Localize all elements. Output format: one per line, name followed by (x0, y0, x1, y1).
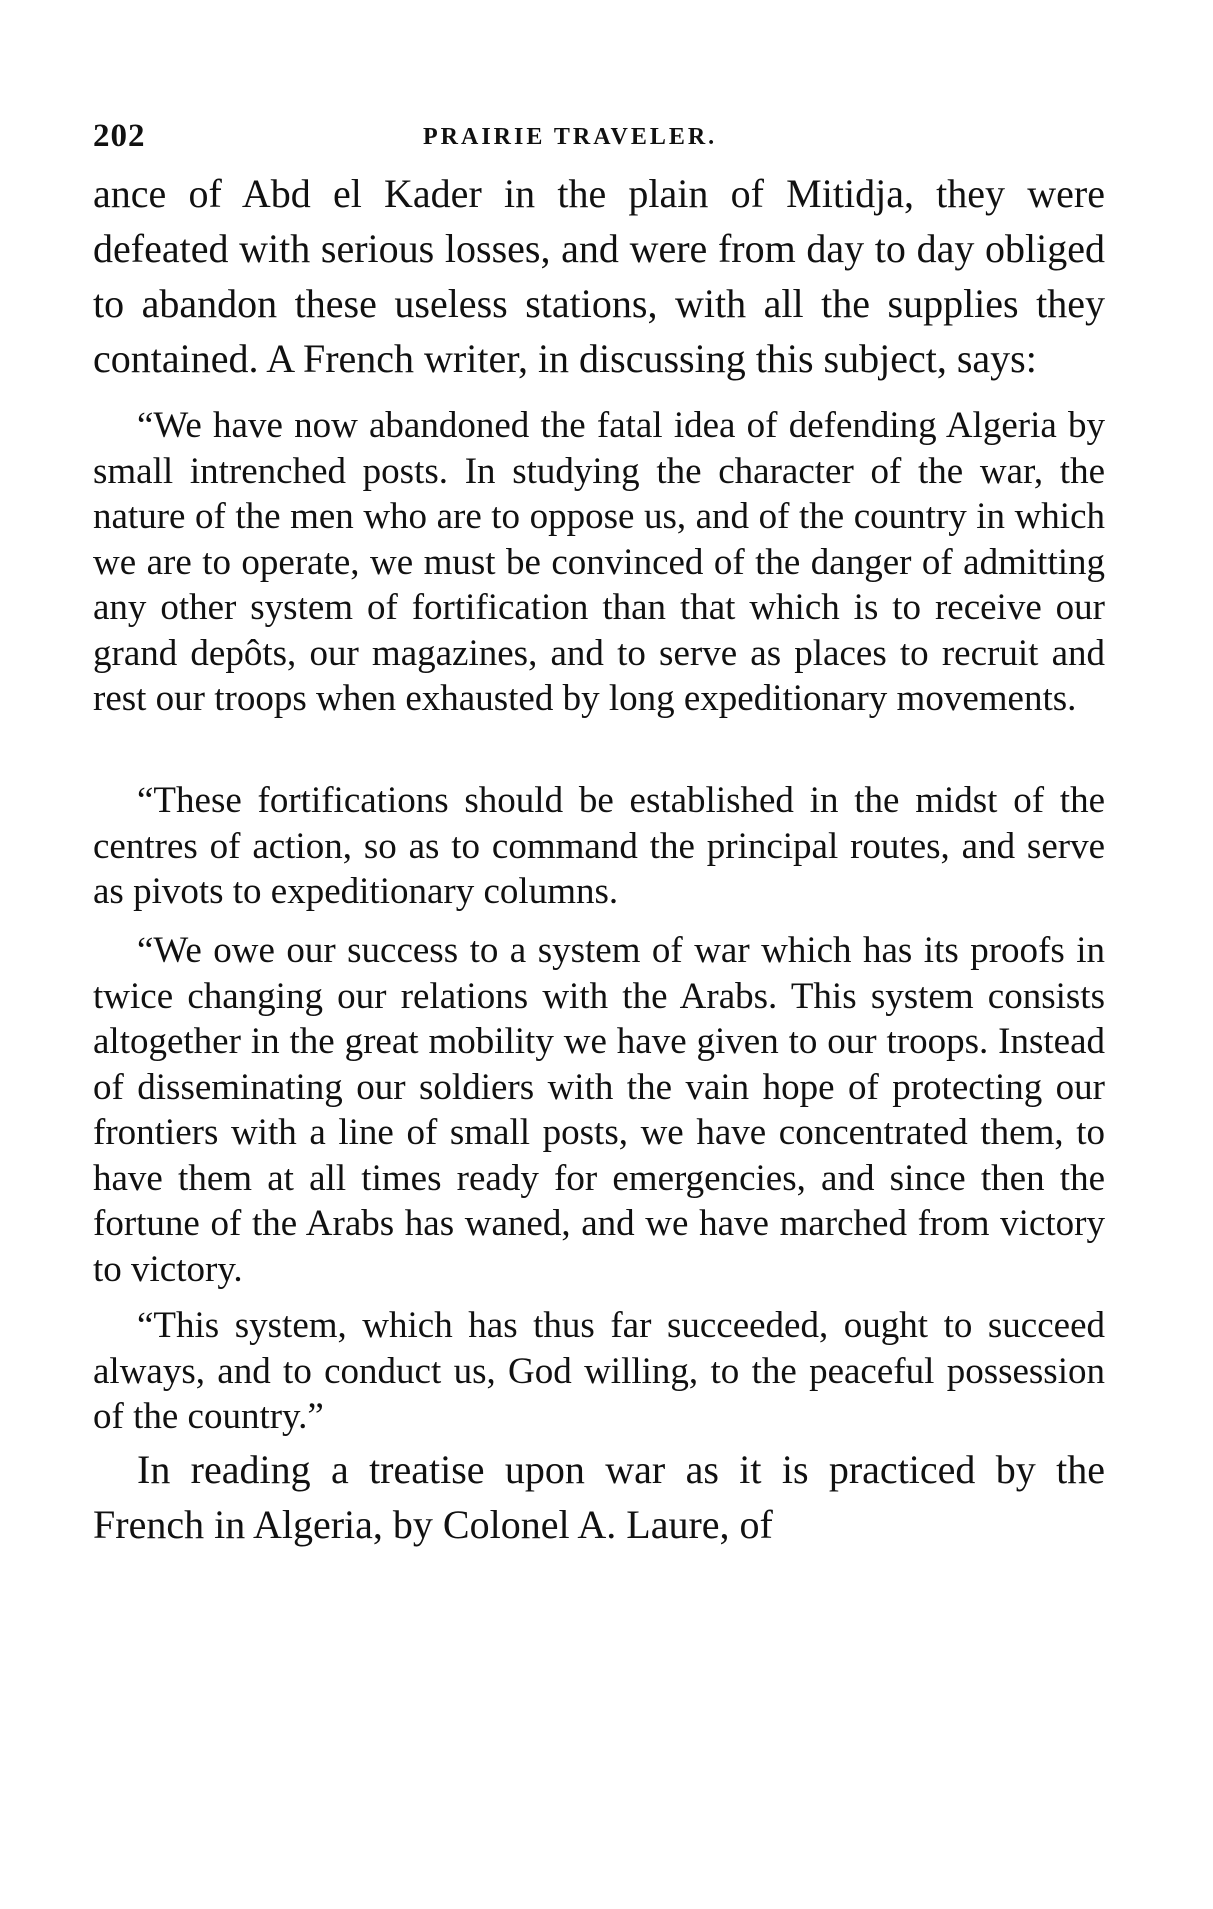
quote-paragraph-success: “This system, which has thus far succeeded, ought to succeed always, and to conduct us, God willing, to the peaceful possession of the country.” (93, 1305, 1105, 1437)
page-number: 202 (93, 118, 146, 154)
paragraph-intro: ance of Abd el Kader in the plain of Mitidja, they were defeated with serious losses, and were from day to day obliged to abandon these useless stations, with all the supplies they contained. A French writer, in discussing this subject, says: (93, 171, 1105, 381)
quote-paragraph-mobility: “We owe our success to a system of war which has its proofs in twice changing our relations with the Arabs. This system consists altogether in the great mobility we have given to our troops. Instead of disseminating our soldiers with the vain hope of protecting our frontiers with a line of small posts, we have concentrated them, to have them at all times ready for emergencies, and since then the fortune of the Arabs has waned, and we have marched from victory to victory. (93, 930, 1105, 1290)
quote-paragraph-fortifications: “These fortifications should be established in the midst of the centres of action, so as to command the principal routes, and serve as pivots to expeditionary columns. (93, 780, 1105, 912)
paragraph-laure: In reading a treatise upon war as it is practiced by the French in Algeria, by Colonel A. Laure, of (93, 1447, 1105, 1547)
running-head (93, 118, 1105, 162)
quote-paragraph-posts: “We have now abandoned the fatal idea of defending Algeria by small intrenched posts. In studying the character of the war, the nature of the men who are to oppose us, and of the country in which we are to operate, we must be convinced of the danger of admitting any other system of fortification than that which is to receive our grand depôts, our magazines, and to serve as places to recruit and rest our troops when exhausted by long expeditionary movements. (93, 405, 1105, 719)
running-title: PRAIRIE TRAVELER. (423, 124, 718, 150)
